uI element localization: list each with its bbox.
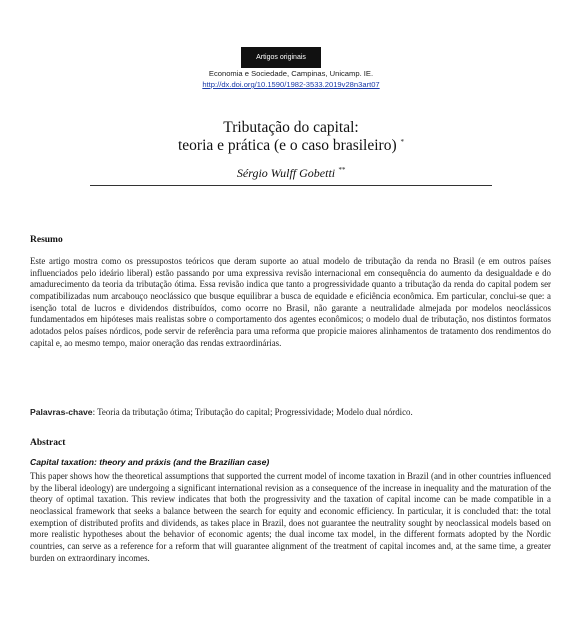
keywords-list: : Teoria da tributação ótima; Tributação do capital; Progressividade; Modelo dual nórdico. [92,407,413,417]
resumo-heading: Resumo [30,235,63,245]
article-title-line-1: Tributação do capital: [223,119,359,136]
title-divider [90,185,492,186]
abstract-title: Capital taxation: theory and práxis (and the Brazilian case) [30,457,270,467]
journal-citation: Economia e Sociedade, Campinas, Unicamp. IE. [208,69,374,78]
abstract-body: This paper shows how the theoretical assumptions that supported the current model of income taxation in Brazil (and in other countries influenced by the liberal ideology) are undergoing a significant international revision as a consequence of the increase in inequality and the maturation of the theory of optimal taxation. This review indicates that both the progressivity and the taxation of capital income can be made compatible in a neoclassical framework that seeks a balance between the search for equity and economic efficiency. In particular, it is concluded that: the total exemption of distributed profits and dividends, as takes place in Brazil, does not guarantee the neutrality sought by neoclassical models based on more realistic hypotheses about the behavior of economic agents; the dual income tax model, in the different formats adopted by the Nordic countries, can serve as a reference for a reform that will guarantee alignment of the treatment of capital incomes and, at the same time, a greater burden on extraordinary incomes. [30,471,551,563]
author-footnote-marker[interactable]: ** [338,166,346,174]
title-footnote-marker[interactable]: * [400,137,404,146]
abstract-heading: Abstract [30,438,66,448]
article-title-line-2 [0,137,582,155]
keywords-label: Palavras-chave [30,407,93,417]
keywords-line [30,407,551,417]
article-type-badge: Artigos originais [241,47,321,68]
article-title-text: teoria e prática (e o caso brasileiro) [178,137,397,154]
author-line [0,166,582,181]
author-name: Sérgio Wulff Gobetti [236,166,336,180]
doi-link[interactable]: http://dx.doi.org/10.1590/1982-3533.2019v28n3art07 [202,80,380,89]
resumo-body: Este artigo mostra como os pressupostos teóricos que deram suporte ao atual modelo de tributação da renda no Brasil (e em outros países influenciados pelo ideário liberal) estão passando por uma expressiva revisão internacional em consequência do aumento da desigualdade e do amadurecimento da teoria da tributação ótima. Essa revisão indica que tanto a progressividade quanto a tributação da renda do capital podem ser compatibilizadas num arcabouço neoclássico que busque equilibrar a busca de equidade e eficiência econômica. Em particular, conclui-se que: a isenção total de lucros e dividendos distribuídos, como ocorre no Brasil, não garante a neutralidade almejada por modelos neoclássicos fundamentados em hipóteses mais realistas sobre o comportamento dos agentes econômicos; o modelo dual de tributação, nos distintos formatos adotados pelos países nórdicos, pode servir de referência para uma reforma que propicie maiores alinhamentos de tratamento dos rendimentos do capital e, ao mesmo tempo, maior oneração das rendas extraordinárias. [30,256,551,348]
